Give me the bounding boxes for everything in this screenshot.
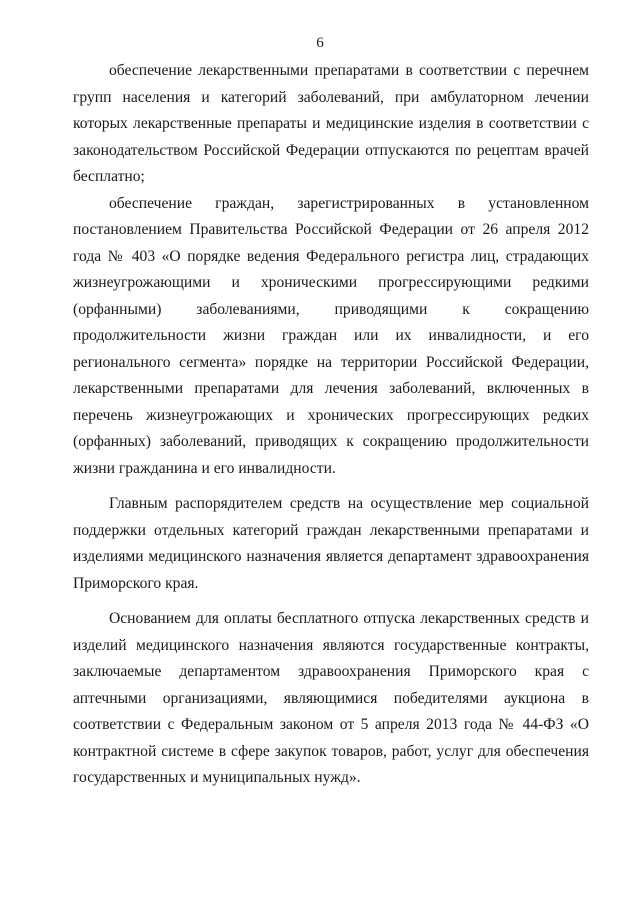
page-number: 6 <box>316 35 324 51</box>
paragraph-3: Главным распорядителем средств на осуществление мер социальной поддержки отдельных категорий граждан лекарственными препаратами и изделиями медицинского назначения является департамент здравоохранения Приморского края. <box>73 495 589 592</box>
paragraph-1: обеспечение лекарственными препаратами в соответствии с перечнем групп населения и категорий заболеваний, при амбулаторном лечении которых лекарственные препараты и медицинские изделия в соответствии с законодательством Российской Федерации отпускаются по рецептам врачей бесплатно; <box>73 62 589 185</box>
paragraph-4: Основанием для оплаты бесплатного отпуска лекарственных средств и изделий медицинского назначения являются государственные контракты, заключаемые департаментом здравоохранения Приморского края с аптечными организациями, являющимися победителями аукциона в соответствии с Федеральным законом от 5 апреля 2013 года № 44-ФЗ «О контрактной системе в сфере закупок товаров, работ, услуг для обеспечения государственных и муниципальных нужд». <box>73 610 589 786</box>
document-body <box>73 58 589 792</box>
paragraph-2: обеспечение граждан, зарегистрированных в установленном постановлением Правительства Российской Федерации от 26 апреля 2012 года № 403 «О порядке ведения Федерального регистра лиц, страдающих жизнеугрожающими и хроническими прогрессирующими редкими (орфанными) заболеваниями, приводящими к сокращению продолжительности жизни граждан или их инвалидности, и его регионального сегмента» порядке на территории Российской Федерации, лекарственными препаратами для лечения заболеваний, включенных в перечень жизнеугрожающих и хронических прогрессирующих редких (орфанных) заболеваний, приводящих к сокращению продолжительности жизни гражданина и его инвалидности. <box>73 194 589 477</box>
